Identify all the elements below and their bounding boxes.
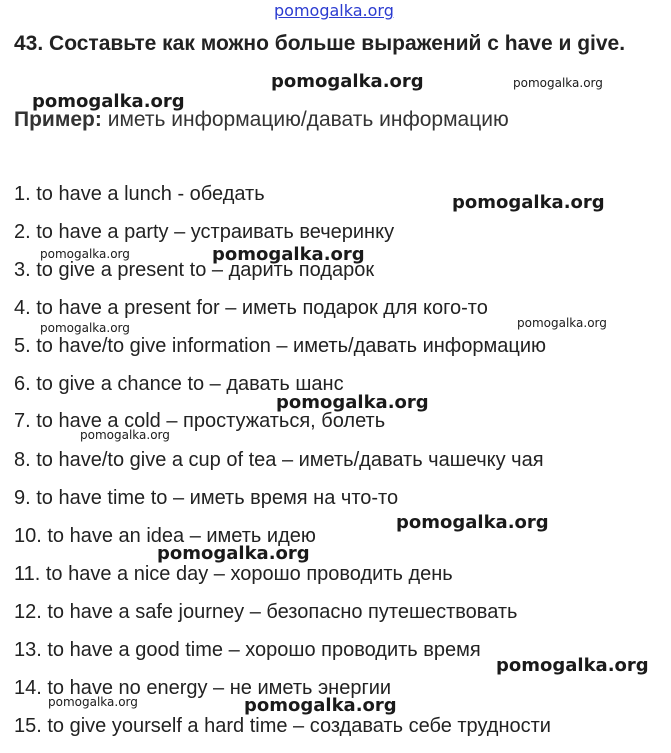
example-text: иметь информацию/давать информацию bbox=[107, 108, 509, 131]
list-item: 2. to have a party – устраивать вечеринку bbox=[14, 221, 395, 243]
watermark: pomogalka.org bbox=[80, 428, 170, 442]
list-item: 8. to have/to give a cup of tea – иметь/давать чашечку чая bbox=[14, 449, 544, 471]
list-item: 12. to have a safe journey – безопасно путешествовать bbox=[14, 601, 518, 623]
list-item: 6. to give a chance to – давать шанс bbox=[14, 373, 344, 395]
watermark: pomogalka.org bbox=[40, 247, 130, 261]
list-item: 13. to have a good time – хорошо проводить время bbox=[14, 639, 481, 661]
list-item: 5. to have/to give information – иметь/давать информацию bbox=[14, 335, 547, 357]
list-item: 11. to have a nice day – хорошо проводить день bbox=[14, 563, 453, 585]
list-item: 1. to have a lunch - обедать bbox=[14, 183, 265, 205]
watermark: pomogalka.org bbox=[513, 76, 603, 90]
watermark: pomogalka.org bbox=[48, 695, 138, 709]
header-watermark: pomogalka.org bbox=[274, 1, 394, 20]
watermark: pomogalka.org bbox=[212, 244, 365, 265]
list-item: 10. to have an idea – иметь идею bbox=[14, 525, 316, 547]
exercise-title: 43. Составьте как можно больше выражений с have и give. bbox=[14, 32, 626, 55]
list-item: 7. to have a cold – простужаться, болеть bbox=[14, 410, 386, 432]
watermark: pomogalka.org bbox=[32, 91, 185, 112]
watermark: pomogalka.org bbox=[396, 512, 549, 533]
list-item: 14. to have no energy – не иметь энергии bbox=[14, 677, 392, 699]
expressions-list bbox=[14, 0, 664, 753]
watermark: pomogalka.org bbox=[244, 695, 397, 716]
list-item: 9. to have time to – иметь время на что-то bbox=[14, 487, 399, 509]
watermark: pomogalka.org bbox=[40, 321, 130, 335]
watermark: pomogalka.org bbox=[452, 192, 605, 213]
list-item: 3. to give a present to – дарить подарок bbox=[14, 259, 375, 281]
example-label: Пример: bbox=[14, 108, 102, 131]
watermark: pomogalka.org bbox=[271, 71, 424, 92]
watermark: pomogalka.org bbox=[276, 392, 429, 413]
list-item: 4. to have a present for – иметь подарок для кого-то bbox=[14, 297, 488, 319]
list-item: 15. to give yourself a hard time – создавать себе трудности bbox=[14, 715, 551, 737]
watermark: pomogalka.org bbox=[517, 316, 607, 330]
watermark: pomogalka.org bbox=[496, 655, 649, 676]
watermark: pomogalka.org bbox=[157, 543, 310, 564]
